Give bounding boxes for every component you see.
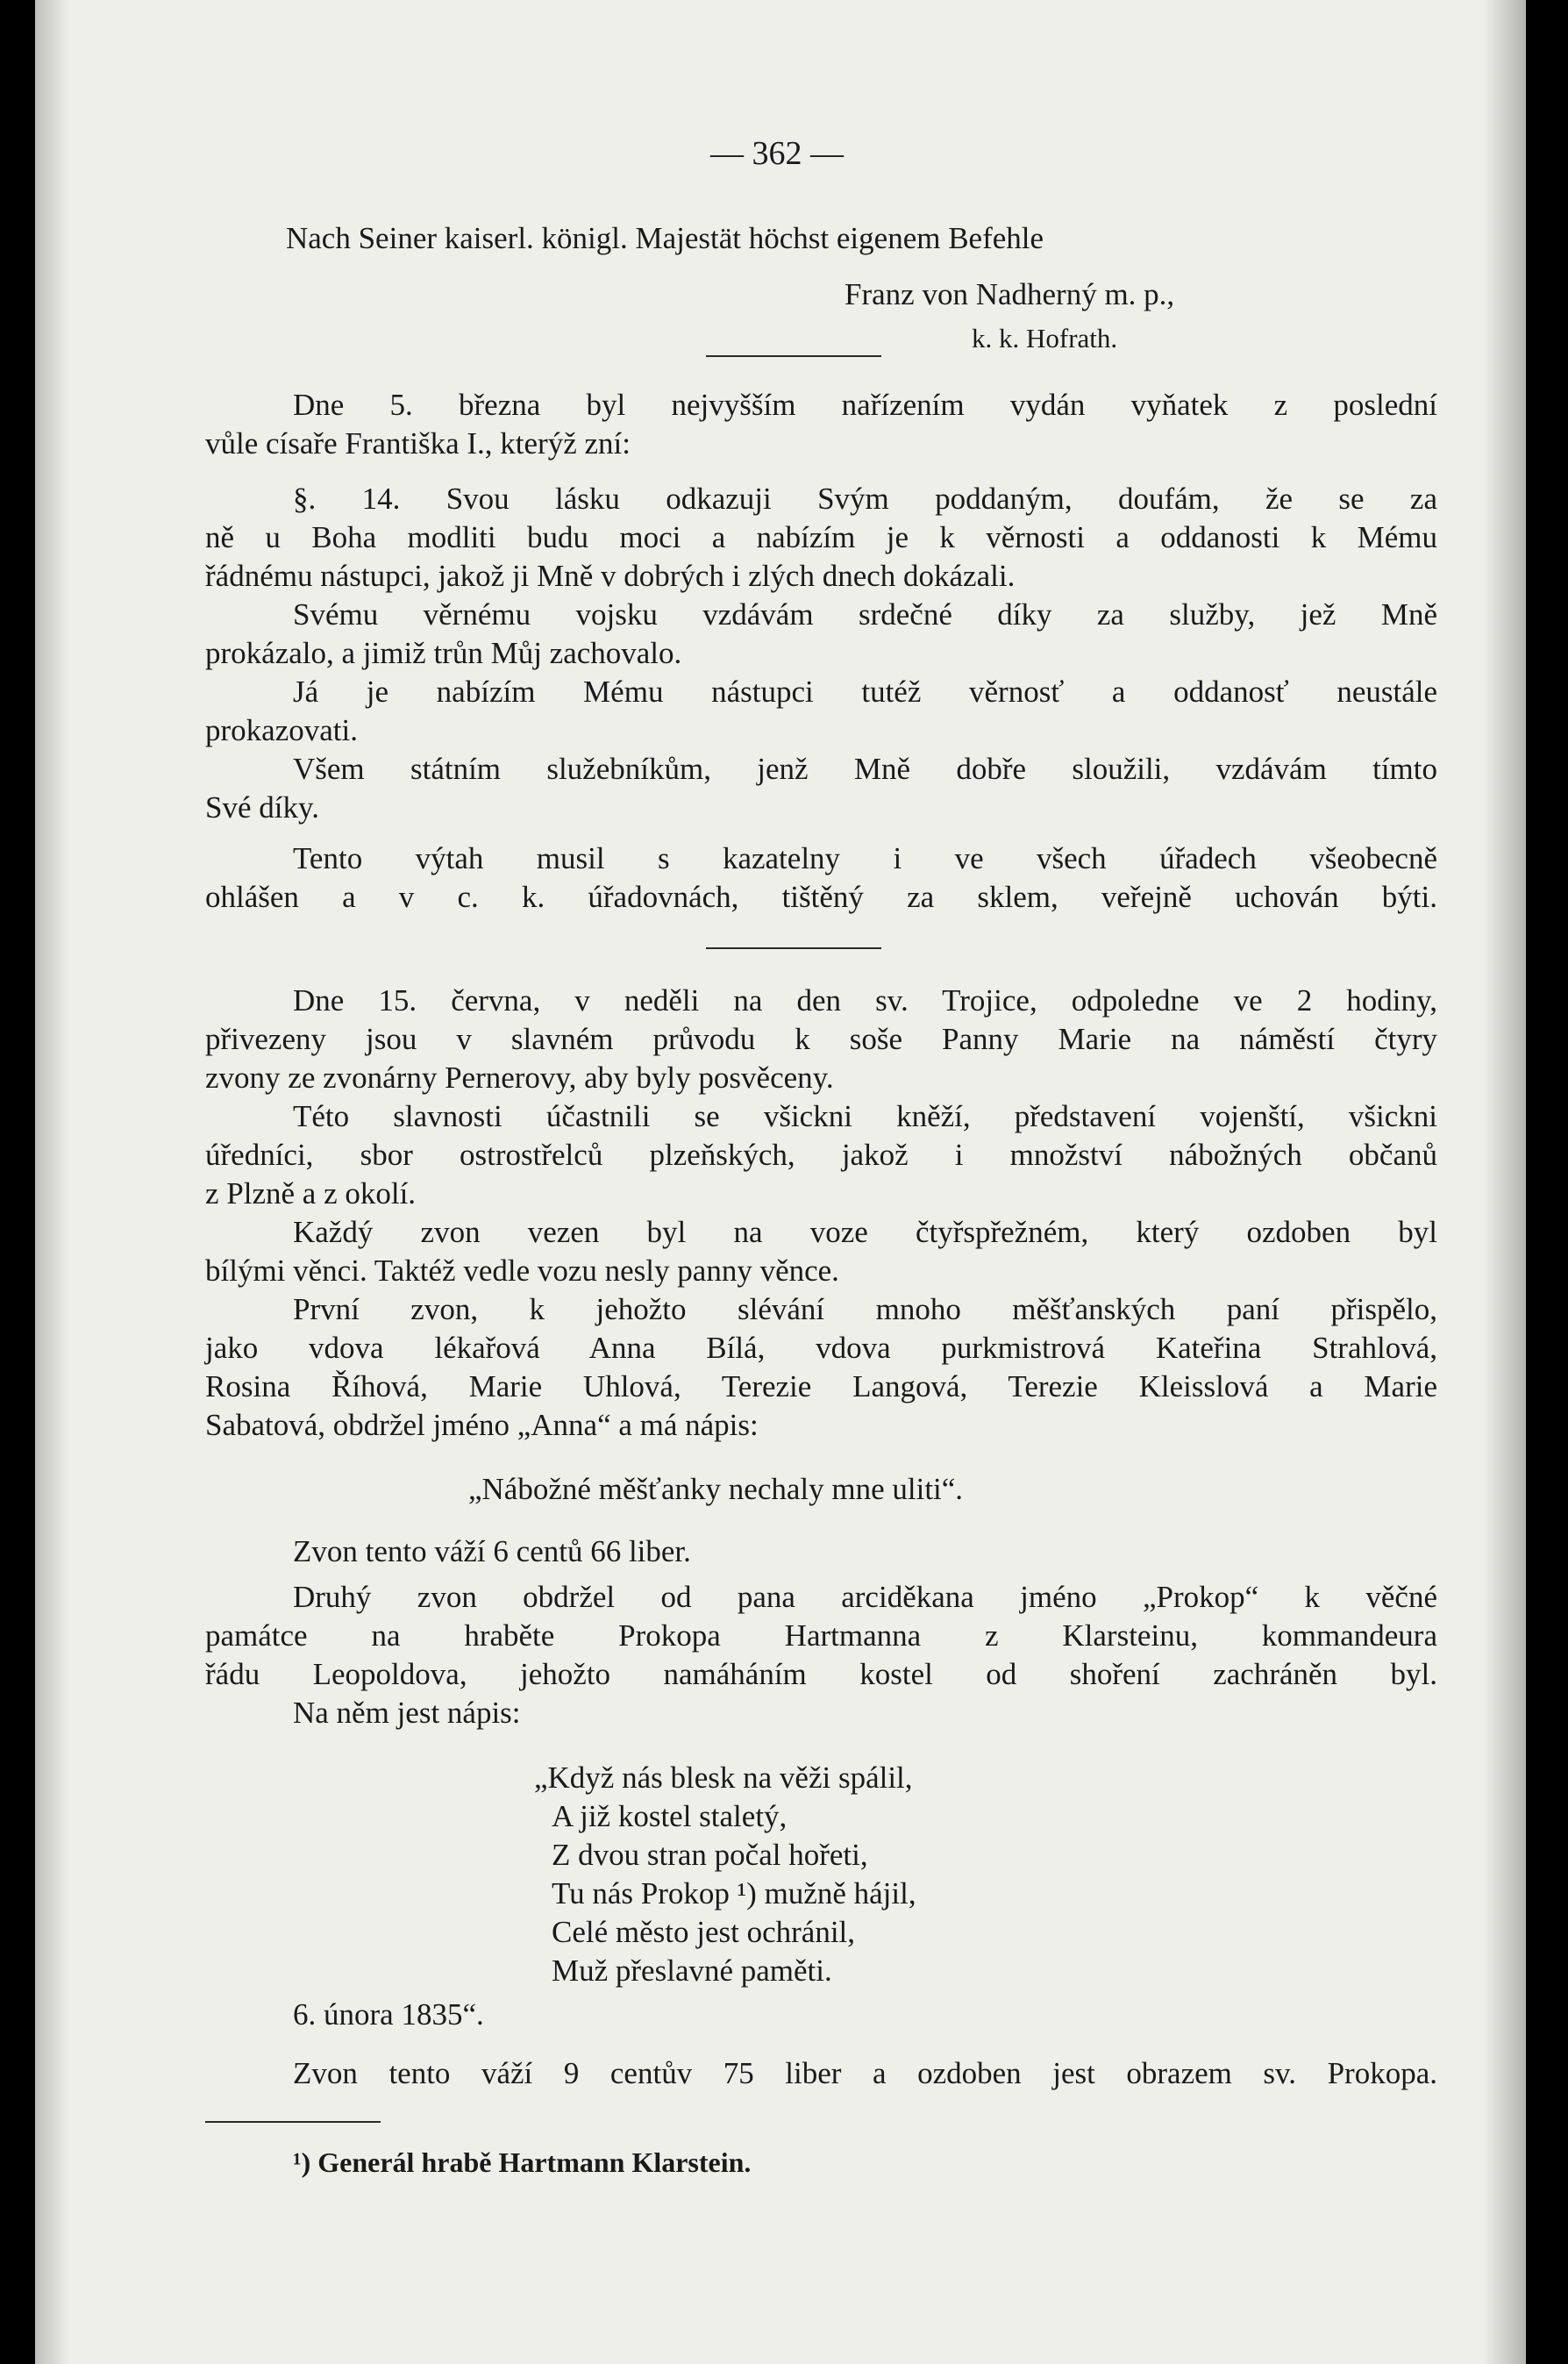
- paragraph-line: Zvon tento váží 9 centův 75 liber a ozdoben jest obrazem sv. Prokopa.: [293, 2056, 1437, 2090]
- paragraph-line: §. 14. Svou lásku odkazuji Svým poddaným, doufám, že se za: [293, 482, 1437, 516]
- page-number: — 362 —: [710, 135, 844, 172]
- paragraph-line: Dne 15. června, v neděli na den sv. Trojice, odpoledne ve 2 hodiny,: [293, 983, 1437, 1018]
- inscription-anna: „Nábožné měšťanky nechaly mne uliti“.: [468, 1472, 964, 1506]
- paragraph-line: úředníci, sbor ostrostřelců plzeňských, jakož i množství nábožných občanů: [205, 1138, 1437, 1172]
- paragraph-line: z Plzně a z okolí.: [205, 1176, 417, 1211]
- separator-rule: [706, 355, 881, 357]
- document-page: [35, 0, 1526, 2364]
- paragraph-line: vůle císaře Františka I., kterýž zní:: [205, 426, 631, 461]
- paragraph-line: Svému věrnému vojsku vzdávám srdečné díky za služby, jež Mně: [293, 597, 1437, 632]
- paragraph-line: zvony ze zvonárny Pernerovy, aby byly posvěceny.: [205, 1061, 834, 1095]
- poem-date: 6. února 1835“.: [293, 1997, 484, 2032]
- paragraph-line: jako vdova lékařová Anna Bílá, vdova purkmistrová Kateřina Strahlová,: [205, 1331, 1437, 1365]
- paragraph-line: ně u Boha modliti budu moci a nabízím je k věrnosti a oddanosti k Mému: [205, 520, 1437, 554]
- page-left-shadow: [35, 0, 70, 2364]
- paragraph-line: památce na hraběte Prokopa Hartmanna z Klarsteinu, kommandeura: [205, 1618, 1437, 1653]
- footnote: ¹) Generál hrabě Hartmann Klarstein.: [293, 2146, 752, 2178]
- paragraph-line: prokazovati.: [205, 713, 358, 747]
- poem-line: A již kostel staletý,: [552, 1799, 788, 1833]
- paragraph-line: Sabatová, obdržel jméno „Anna“ a má nápis:: [205, 1408, 759, 1442]
- paragraph-line: prokázalo, a jimiž trůn Můj zachovalo.: [205, 636, 682, 670]
- paragraph-line: bílými věnci. Taktéž vedle vozu nesly panny věnce.: [205, 1253, 839, 1288]
- poem-line: Tu nás Prokop ¹) mužně hájil,: [552, 1876, 916, 1910]
- paragraph-line: řádu Leopoldova, jehožto namáháním kostel od shoření zachráněn byl.: [205, 1657, 1437, 1691]
- decree-signature: Franz von Nadherný m. p.,: [845, 277, 1175, 311]
- paragraph-line: Dne 5. března byl nejvyšším nařízením vydán vyňatek z poslední: [293, 388, 1437, 422]
- paragraph-line: Všem státním služebníkům, jenž Mně dobře sloužili, vzdávám tímto: [293, 752, 1437, 786]
- paragraph-line: Tento výtah musil s kazatelny i ve všech úřadech všeobecně: [293, 841, 1437, 875]
- paragraph-line: ohlášen a v c. k. úřadovnách, tištěný za sklem, veřejně uchován býti.: [205, 880, 1437, 914]
- footnote-rule: [205, 2121, 381, 2123]
- separator-rule: [706, 947, 881, 949]
- decree-closing-line: Nach Seiner kaiserl. königl. Majestät höchst eigenem Befehle: [286, 221, 1044, 255]
- poem-line: Z dvou stran počal hořeti,: [552, 1838, 868, 1872]
- paragraph-line: Na něm jest nápis:: [293, 1696, 521, 1730]
- paragraph-line: První zvon, k jehožto slévání mnoho měšťanských paní přispělo,: [293, 1292, 1437, 1326]
- page-edge-shadow: [1482, 0, 1526, 2364]
- paragraph-line: Druhý zvon obdržel od pana arciděkana jméno „Prokop“ k věčné: [293, 1580, 1437, 1614]
- paragraph-line: Každý zvon vezen byl na voze čtyřspřežném, který ozdoben byl: [293, 1215, 1437, 1249]
- paragraph-line: řádnému nástupci, jakož ji Mně v dobrých i zlých dnech dokázali.: [205, 559, 1016, 593]
- paragraph-line: Já je nabízím Mému nástupci tutéž věrnosť a oddanosť neustále: [293, 675, 1437, 709]
- poem-line: Celé město jest ochránil,: [552, 1915, 856, 1949]
- paragraph-line: Své díky.: [205, 790, 319, 825]
- paragraph-line: přivezeny jsou v slavném průvodu k soše Panny Marie na náměstí čtyry: [205, 1022, 1437, 1056]
- poem-line: „Když nás blesk na věži spálil,: [534, 1761, 913, 1795]
- paragraph-line: Rosina Říhová, Marie Uhlová, Terezie Langová, Terezie Kleisslová a Marie: [205, 1369, 1437, 1403]
- paragraph-line: Zvon tento váží 6 centů 66 liber.: [293, 1534, 691, 1568]
- poem-line: Muž přeslavné paměti.: [552, 1953, 832, 1988]
- paragraph-line: Této slavnosti účastnili se všickni kněží, představení vojenští, všickni: [293, 1099, 1437, 1133]
- decree-signature-title: k. k. Hofrath.: [972, 323, 1118, 354]
